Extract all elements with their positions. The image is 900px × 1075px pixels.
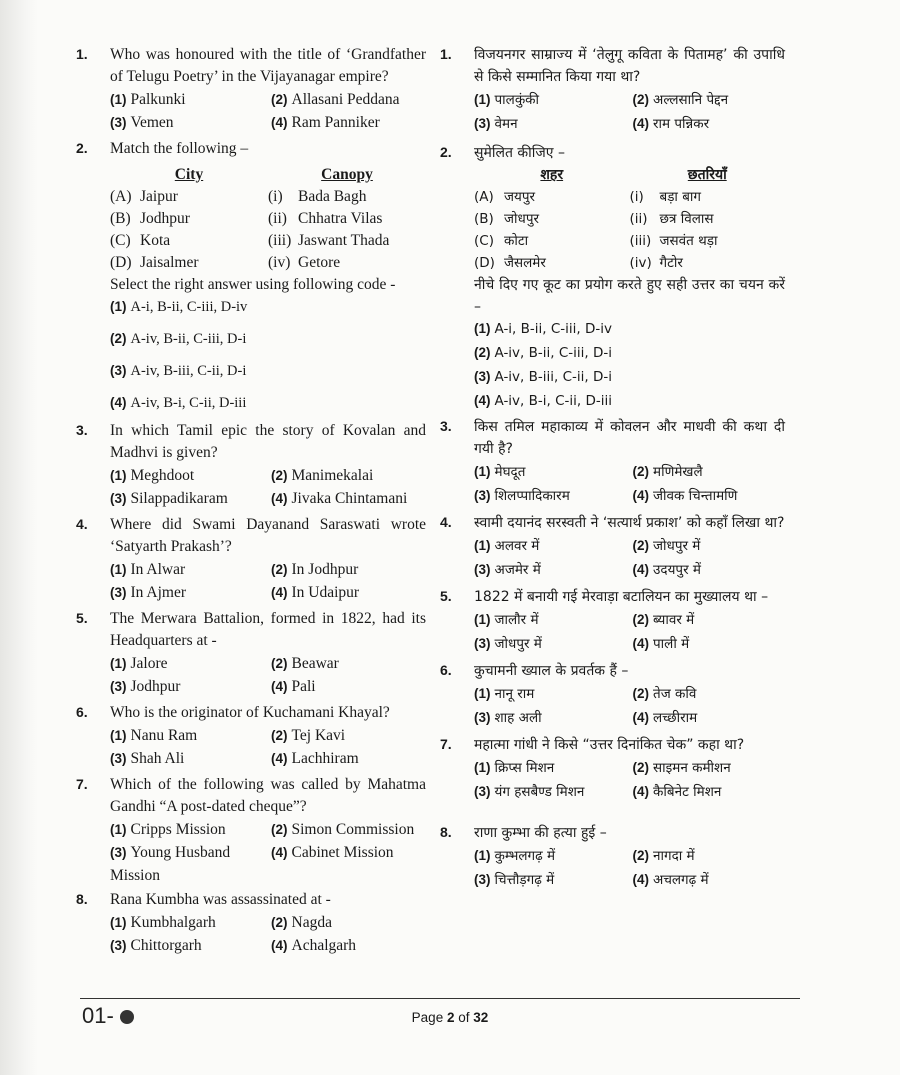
option[interactable]: (3) Chittorgarh <box>110 937 202 954</box>
options <box>474 318 785 412</box>
match-row: (B) जोधपुर (ii) छत्र विलास <box>474 211 714 227</box>
question-text: विजयनगर साम्राज्य में ‘तेलुगू कविता के पितामह’ की उपाधि से किसे सम्मानित किया गया था? <box>474 47 785 85</box>
question-number: 2. <box>440 144 452 160</box>
question-7-hi <box>440 734 785 804</box>
question-8-hi <box>440 822 785 892</box>
option[interactable]: (3) अजमेर में <box>474 562 541 578</box>
question-4-en <box>76 514 426 604</box>
question-text: Who is the originator of Kuchamani Khayal? <box>110 704 390 721</box>
option[interactable]: (3) A-iv, B-iii, C-ii, D-i <box>474 369 612 385</box>
option[interactable]: (4) राम पन्निकर <box>632 116 710 132</box>
option[interactable]: (1) Kumbhalgarh <box>110 914 216 931</box>
match-row: (D) Jaisalmer (iv) Getore <box>110 254 341 271</box>
option[interactable]: (1) Cripps Mission <box>110 821 226 838</box>
match-row: (C) कोटा (iii) जसवंत थड़ा <box>474 233 718 249</box>
option[interactable]: (2) Tej Kavi <box>271 727 346 744</box>
match-header <box>474 164 785 186</box>
question-number: 8. <box>440 824 452 840</box>
option[interactable]: (2) Manimekalai <box>271 467 374 484</box>
question-text: सुमेलित कीजिए – <box>474 145 565 161</box>
option[interactable]: (2) Nagda <box>271 914 332 931</box>
option[interactable]: (1) Meghdoot <box>110 467 195 484</box>
option[interactable]: (4) जीवक चिन्तामणि <box>632 488 738 504</box>
question-number: 4. <box>440 514 452 530</box>
option[interactable]: (3) Young Husband Mission <box>110 844 231 884</box>
option[interactable]: (4) Achalgarh <box>271 937 357 954</box>
option[interactable]: (2) जोधपुर में <box>632 538 701 554</box>
question-number: 8. <box>76 891 88 907</box>
option[interactable]: (4) Pali <box>271 678 316 695</box>
option[interactable]: (1) कुम्भलगढ़ में <box>474 848 556 864</box>
option[interactable]: (1) Nanu Ram <box>110 727 198 744</box>
match-head-left: City <box>174 166 204 183</box>
question-5-en <box>76 608 426 698</box>
page-number: Page 2 of 32 <box>411 1010 489 1025</box>
page-binding-edge <box>0 0 38 1075</box>
options <box>474 844 785 892</box>
option[interactable]: (4) In Udaipur <box>271 584 360 601</box>
option[interactable]: (3) शाह अली <box>474 710 542 726</box>
question-number: 5. <box>440 588 452 604</box>
options <box>474 88 785 136</box>
option[interactable]: (4) लच्छीराम <box>632 710 698 726</box>
options <box>474 608 785 656</box>
question-number: 7. <box>76 776 88 792</box>
question-2-hi <box>440 142 785 412</box>
option[interactable]: (2) साइमन कमीशन <box>632 760 731 776</box>
question-text: Which of the following was called by Mahatma Gandhi “A post-dated cheque”? <box>110 776 426 815</box>
option[interactable]: (4) Lachhiram <box>271 750 359 767</box>
question-number: 5. <box>76 610 88 626</box>
option[interactable]: (3) जोधपुर में <box>474 636 542 652</box>
option[interactable]: (3) शिलप्पादिकारम <box>474 488 570 504</box>
options <box>474 460 785 508</box>
question-text: Rana Kumbha was assassinated at - <box>110 891 331 908</box>
question-text: In which Tamil epic the story of Kovalan and Madhvi is given? <box>110 422 426 461</box>
footer-divider <box>80 998 800 999</box>
option[interactable]: (2) तेज कवि <box>632 686 697 702</box>
options <box>474 756 785 804</box>
match-row: (D) जैसलमेर (iv) गैटोर <box>474 255 683 271</box>
option[interactable]: (2) ब्यावर में <box>632 612 695 628</box>
option[interactable]: (3) Silappadikaram <box>110 490 228 507</box>
option[interactable]: (2) Allasani Peddana <box>271 91 400 108</box>
option[interactable]: (4) उदयपुर में <box>632 562 701 578</box>
english-column <box>76 44 426 961</box>
option[interactable]: (1) क्रिप्स मिशन <box>474 760 555 776</box>
question-2-en <box>76 138 426 414</box>
question-number: 1. <box>76 46 88 62</box>
option[interactable]: (2) In Jodhpur <box>271 561 359 578</box>
option[interactable]: (3) In Ajmer <box>110 584 187 601</box>
options <box>110 818 426 887</box>
booklet-code: 01- <box>82 1003 134 1029</box>
question-number: 3. <box>440 418 452 434</box>
question-7-en <box>76 774 426 887</box>
question-5-hi <box>440 586 785 656</box>
question-number: 4. <box>76 516 88 532</box>
option[interactable]: (1) अलवर में <box>474 538 540 554</box>
match-row: (B) Jodhpur (ii) Chhatra Vilas <box>110 210 383 227</box>
option[interactable]: (4) Cabinet Mission <box>271 844 394 861</box>
match-row: (A) जयपुर (i) बड़ा बाग <box>474 189 702 205</box>
question-text: The Merwara Battalion, formed in 1822, had its Headquarters at - <box>110 610 426 649</box>
question-number: 2. <box>76 140 88 156</box>
question-number: 6. <box>76 704 88 720</box>
option[interactable]: (1) पालकुंकी <box>474 92 540 108</box>
match-head-left: शहर <box>540 167 564 183</box>
option[interactable]: (4) पाली में <box>632 636 690 652</box>
option[interactable]: (4) Jivaka Chintamani <box>271 490 408 507</box>
match-instruction: नीचे दिए गए कूट का प्रयोग करते हुए सही उत्तर का चयन करें – <box>474 277 785 315</box>
match-head-right: Canopy <box>321 166 373 183</box>
options <box>474 682 785 730</box>
hindi-column <box>440 44 785 896</box>
question-text: किस तमिल महाकाव्य में कोवलन और माधवी की कथा दी गयी है? <box>474 419 785 457</box>
question-number: 7. <box>440 736 452 752</box>
option[interactable]: (4) कैबिनेट मिशन <box>632 784 722 800</box>
question-3-hi <box>440 416 785 508</box>
options <box>110 464 426 510</box>
option[interactable]: (3) Vemen <box>110 114 174 131</box>
option[interactable]: (3) Shah Ali <box>110 750 185 767</box>
question-text: कुचामनी ख्याल के प्रवर्तक हैं – <box>474 663 629 679</box>
question-number: 6. <box>440 662 452 678</box>
options <box>110 296 426 414</box>
options <box>110 652 426 698</box>
option[interactable]: (1) Jalore <box>110 655 168 672</box>
option[interactable]: (1) मेघदूत <box>474 464 526 480</box>
question-text: स्वामी दयानंद सरस्वती ने ‘सत्यार्थ प्रकाश’ को कहाँ लिखा था? <box>474 515 785 531</box>
option[interactable]: (4) अचलगढ़ में <box>632 872 709 888</box>
option[interactable]: (2) Beawar <box>271 655 339 672</box>
option[interactable]: (1) Palkunki <box>110 91 186 108</box>
question-6-en <box>76 702 426 770</box>
option[interactable]: (2) Simon Commission <box>271 821 415 838</box>
question-1-hi <box>440 44 785 136</box>
option[interactable]: (2) A-iv, B-ii, C-iii, D-i <box>110 331 247 347</box>
option[interactable]: (1) नानू राम <box>474 686 535 702</box>
question-text: 1822 में बनायी गई मेरवाड़ा बटालियन का मुख्यालय था – <box>474 589 769 605</box>
option[interactable]: (4) Ram Panniker <box>271 114 380 131</box>
option[interactable]: (1) जालौर में <box>474 612 539 628</box>
options <box>110 724 426 770</box>
match-row: (A) Jaipur (i) Bada Bagh <box>110 188 367 205</box>
question-8-en <box>76 889 426 957</box>
option[interactable]: (1) A-i, B-ii, C-iii, D-iv <box>110 299 248 315</box>
question-text: Where did Swami Dayanand Saraswati wrote ‘Satyarth Prakash’? <box>110 516 426 555</box>
question-text: Who was honoured with the title of ‘Grandfather of Telugu Poetry’ in the Vijayanagar empire? <box>110 46 426 85</box>
option[interactable]: (3) A-iv, B-iii, C-ii, D-i <box>110 363 247 379</box>
match-header <box>110 164 426 186</box>
question-3-en <box>76 420 426 510</box>
options <box>474 534 785 582</box>
options <box>110 558 426 604</box>
question-1-en <box>76 44 426 134</box>
match-head-right: छतरियाँ <box>687 167 727 183</box>
option[interactable]: (3) वेमन <box>474 116 518 132</box>
match-row: (C) Kota (iii) Jaswant Thada <box>110 232 390 249</box>
options <box>110 88 426 134</box>
option[interactable]: (1) A-i, B-ii, C-iii, D-iv <box>474 321 612 337</box>
question-text: राणा कुम्भा की हत्या हुई – <box>474 825 607 841</box>
question-number: 3. <box>76 422 88 438</box>
question-text: Match the following – <box>110 140 249 157</box>
option[interactable]: (2) अल्लसानि पेद्दन <box>632 92 729 108</box>
question-4-hi <box>440 512 785 582</box>
options <box>110 911 426 957</box>
option[interactable]: (3) चित्तौड़गढ़ में <box>474 872 555 888</box>
match-instruction: Select the right answer using following code - <box>110 276 396 293</box>
option[interactable]: (3) यंग हसबैण्ड मिशन <box>474 784 585 800</box>
option[interactable]: (3) Jodhpur <box>110 678 181 695</box>
option[interactable]: (2) नागदा में <box>632 848 695 864</box>
option[interactable]: (1) In Alwar <box>110 561 186 578</box>
option[interactable]: (4) A-iv, B-i, C-ii, D-iii <box>110 395 247 411</box>
question-6-hi <box>440 660 785 730</box>
option[interactable]: (4) A-iv, B-i, C-ii, D-iii <box>474 393 612 409</box>
option[interactable]: (2) मणिमेखलै <box>632 464 703 480</box>
question-text: महात्मा गांधी ने किसे “उत्तर दिनांकित चेक” कहा था? <box>474 737 745 753</box>
question-number: 1. <box>440 46 452 62</box>
option[interactable]: (2) A-iv, B-ii, C-iii, D-i <box>474 345 612 361</box>
